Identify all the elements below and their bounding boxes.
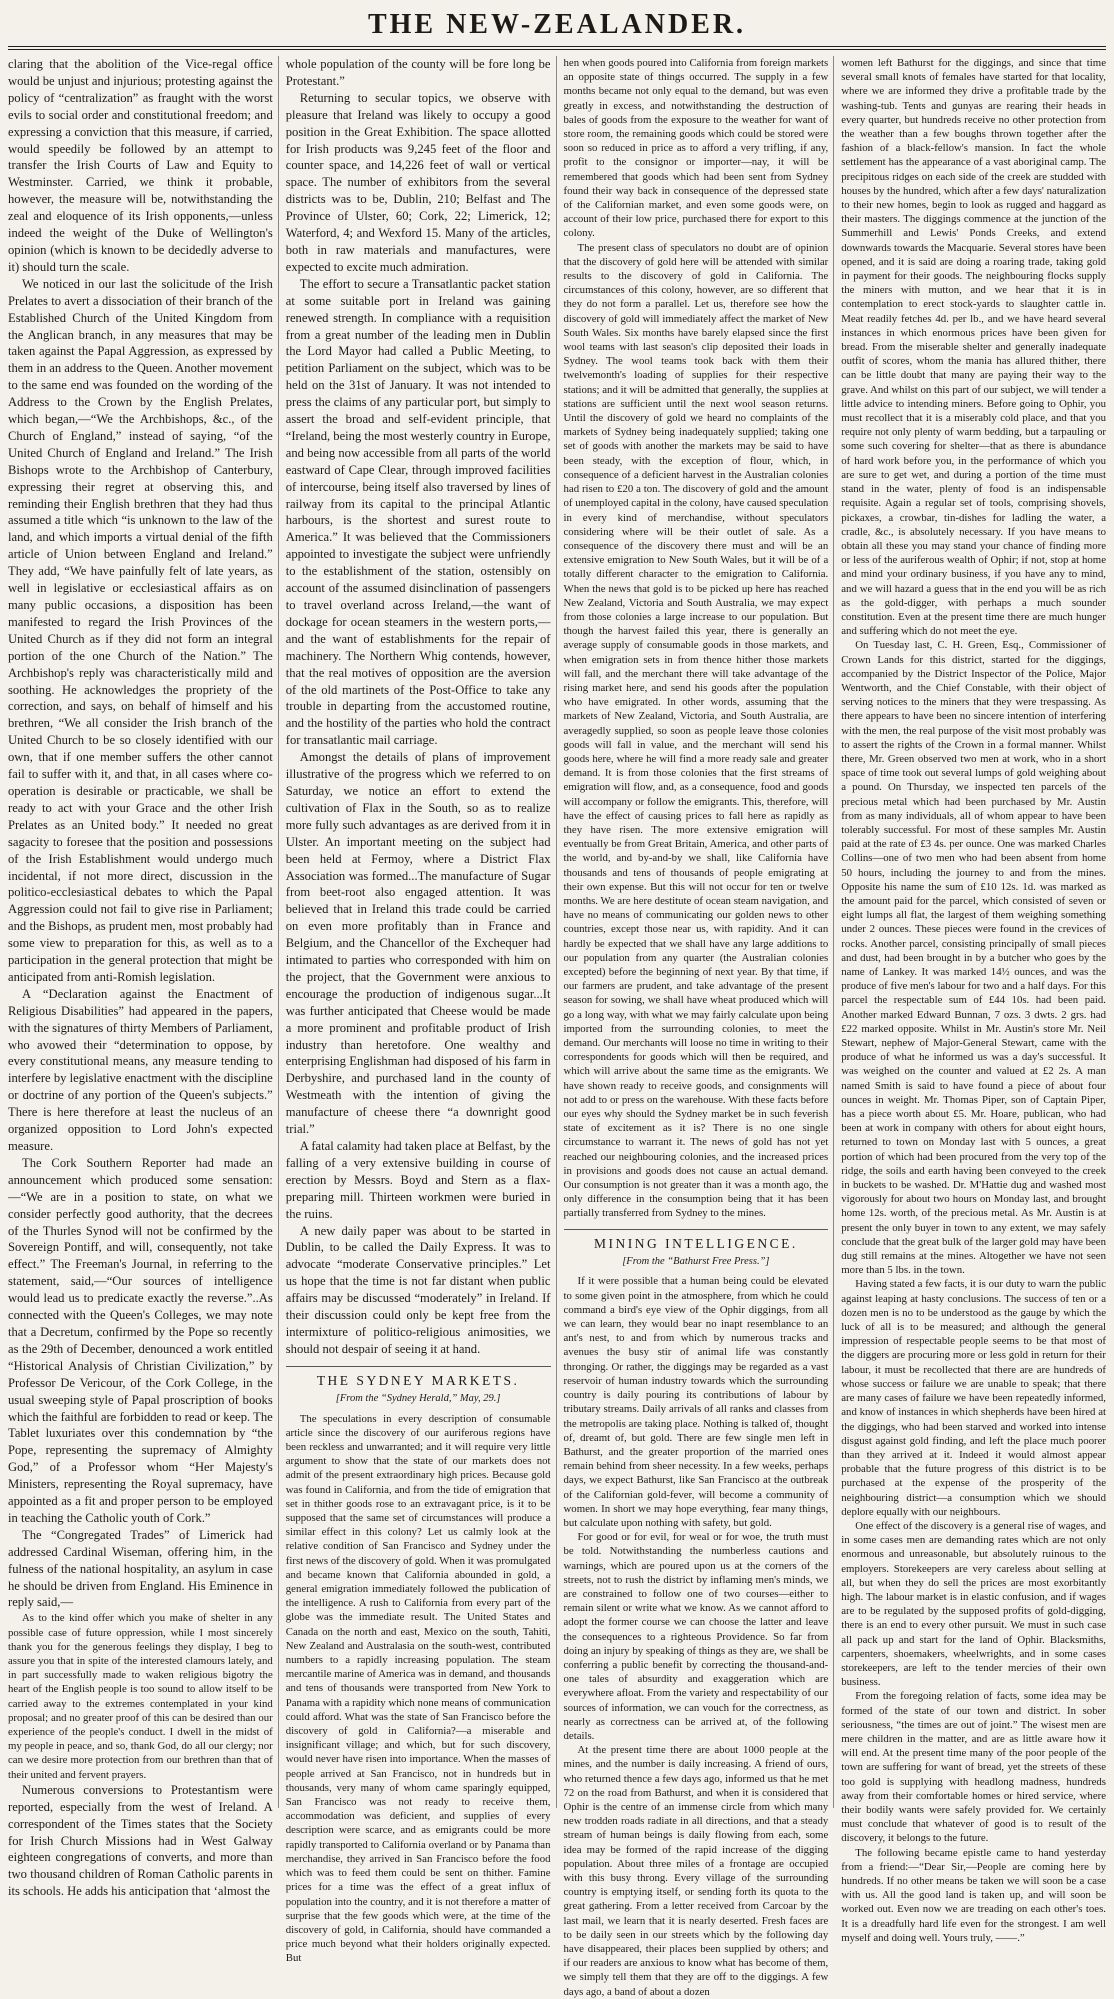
article-paragraph: women left Bathurst for the diggings, and since that time several small knots of females have started for that locality, where we are informed they drive a profitable trade by the washing-tub. Tents and gunyas are rearing their heads in every quarter, but hundreds receive no other protection from the weather than a few boughs thrown together after the fashion of a black-fellow's mansion. In fact the whole settlement has the appearance of a vast aboriginal camp. The precipitous ridges on each side of the creek are studded with houses by the hundred, which after a few days' naturalization to their new homes, begin to look as rugged and haggard as their masters. The diggings commence at the junction of the Summerhill and Lewis' Ponds Creeks, and extend downwards towards the Macquarie. Several stores have been opened, and it is said are doing a roaring trade, taking gold in payment for their goods. The neighbouring flocks supply the miners with mutton, and we hear that it is in contemplation to erect stock-yards to slaughter cattle in. Meat readily fetches 4d. per lb., and we have heard several instances in which enormous prices have been given for bread. From the miserable shelter and generally inadequate outfit of scores, whom the mania has allured thither, there can be little doubt that many are paying their way to the grave. And whilst on this part of our subject, we will tender a little advice to intending miners. Before going to Ophir, you must recollect that it is a miserably cold place, and that you require not only plenty of warm bedding, but a tarpauling or some such covering for shelter—that as there is abundance of hard work before you, in the performance of which you are sure to get wet, and during a portion of the time must stand in the water, plenty of food is an indispensable requisite. Again a regular set of tools, comprising shovels, pickaxes, a crowbar, tin-dishes for ladling the water, a cradle, &c., is absolutely necessary. If you have means to obtain all these you may stand your chance of finding more or less of the auriferous wealth of Ophir; if not, stop at home and mind your ordinary business, if you have any to mind, and we will hazard a guess that in the end you will be as rich as the gold-digger, with perhaps a much sounder constitution. Even at the present time there are much hunger and suffering which do not meet the eye. (841, 57, 1106, 638)
article-paragraph: We noticed in our last the solicitude of the Irish Prelates to avert a dissociation of their branch of the Established Church of the United Kingdom from the Anglican branch, in any measures that may be taken against the Papal Aggression, as expressed by them in an address to the Queen. Another movement to the same end was founded on the wording of the Address to the Crown by the English Prelates, which began,—“We the Archbishops, &c., of the Church of England,” instead of saying, “of the United Church of England and Ireland.” The Irish Bishops wrote to the Archbishop of Canterbury, expressing their regret at observing this, and reminding their English brethren that they had thus assumed a title which “is unknown to the law of the land, and which imports a virtual denial of the fifth article of Union between England and Ireland.” They add, “We have painfully felt of late years, as well in legislative or ecclesiastical affairs as on many public occasions, a disposition has been manifested to regard the Irish Provinces of the United Church as if they did not form an integral portion of the one Church of the Nation.” The Archbishop's reply was characteristically mild and soothing. He acknowledges the propriety of the correction, and says, on behalf of himself and his brethren, “We all consider the Irish branch of the United Church to be so closely identified with our own, that if one member suffers the other cannot fail to suffer with it, and that, in all cases where co-operation is desirable or practicable, we shall be ready to act with your Grace and the other Irish Prelates as an United body.” It needed no great sagacity to foresee that the position and possessions of the Irish Establishment would undergo much incidental, if not more direct, discussion in the politico-ecclesiastical debates to which the Papal Aggression could not fail to give rise in Parliament; and the Bishops, as prudent men, most probably had some view to preparation for this, as well as to a participation in the general protection that might be anticipated from anti-Romish legislation. (8, 276, 273, 984)
masthead-title: THE NEW-ZEALANDER. (367, 9, 747, 40)
section-source: [From the “Sydney Herald,” May, 29.] (335, 1392, 501, 1404)
masthead-rule (8, 46, 1106, 47)
article-paragraph: A “Declaration against the Enactment of Religious Disabilities” had appeared in the papers, with the signatures of thirty Members of Parliament, who avowed their “determination to oppose, by every constitutional means, any measure tending to interfere by legislative enactment with the discipline or doctrine of any portion of the Queen's subjects.” There is here therefore at least the nucleus of an organized opposition to Lord John's expected measure. (8, 986, 273, 1153)
column-1 (8, 56, 273, 1899)
article-paragraph: Numerous conversions to Protestantism were reported, especially from the west of Ireland. A correspondent of the Times states that the Society for Irish Church Missions had in West Galway eighteen congregations of converts, and more than two thousand children of Roman Catholic parents in its schools. He adds his anticipation that ‘almost the (8, 1782, 273, 1899)
article-paragraph: From the foregoing relation of facts, some idea may be formed of the state of our town and district. In sober seriousness, “the times are out of joint.” The wisest men are mere children in the matter, and are as little aware how it will end. At the present time many of the poor people of the town are suffering for want of bread, yet the streets of these too gold is supplying with headlong madness, hundreds away from their comfortable homes or hired service, where their bodily wants were safely provided for. We certainly must conclude that whatever of good is to result of the discovery, it belongs to the future. (841, 1690, 1106, 1845)
article-paragraph: whole population of the county will be fore long be Protestant.” (285, 57, 551, 88)
masthead (0, 0, 1114, 46)
quoted-letter: As to the kind offer which you make of shelter in any possible case of future oppression, while I most sincerely thank you for the generous feelings they display, I beg to assure you that in spite of the interested clamours lately, and in part successfully made to waken religious bigotry the heart of the English people is too sound to allow itself to be carried away to the extremes contemplated in your kind proposal; and no greater proof of this can be desired than our experience of the people's conduct. I dwell in the midst of my people in peace, and so, thank God, do all our clergy; nor can we desire more protection from our brethren than that of their united and fervent prayers. (8, 1612, 273, 1781)
article-paragraph: At the present time there are about 1000 people at the mines, and the number is daily increasing. A friend of ours, who returned thence a few days ago, informed us that he met 72 on the road from Bathurst, and when it is considered that Ophir is the centre of an immense circle from which many new trodden roads radiate in all directions, and that a steady stream of human beings is daily flowing from each, some idea may be formed of the rapid increase of the digging population. About three miles of a frontage are occupied with this busy throng. Every village of the surrounding country is emptying itself, or sending forth its quota to the great gathering. From a letter received from Carcoar by the last mail, we learn that it is nearly deserted. Fresh faces are to be daily seen in our streets which by the following day have disappeared, their places been supplied by others; and if our readers are anxious to know what has become of them, we simply tell them that they are off to the diggings. A few days ago, a band of about a dozen (563, 1744, 829, 1998)
article-paragraph: The “Congregated Trades” of Limerick had addressed Cardinal Wiseman, offering him, in the fulness of the national hospitality, an asylum in case he should be driven from England. His Eminence in reply said,— (8, 1527, 273, 1610)
article-paragraph: The following became epistle came to hand yesterday from a friend:—“Dear Sir,—People are coming here by hundreds. If no other means be taken we will soon be a case with us. All the good land is taken up, and will soon be worked out. Even now we are treading on each other's toes. It is a dreadfully hard life even for the strongest. I am well myself and doing well. Yours truly, ——.” (841, 1846, 1106, 1944)
article-paragraph: The effort to secure a Transatlantic packet station at some suitable port in Ireland was gaining renewed strength. In compliance with a requisition from a great number of the leading men in Dublin the Lord Mayor had called a Public Meeting, to petition Parliament on the subject, which was to be held on the 31st of January. It was not intended to press the claims of any particular port, but simply to assert the broad and self-evident principle, that “Ireland, being the most westerly country in Europe, and being now accessible from all parts of the world eastward of Cape Clear, through improved facilities of intercourse, being itself also traversed by lines of railway from its capital to the principal Atlantic harbours, is the shortest and surest route to America.” It was believed that the Commissioners appointed to investigate the subject were unfriendly to the establishment of the station, ostensibly on account of the assumed disinclination of passengers to travel overland across Ireland,—the want of dockage for ocean steamers in the western ports,—and the want of establishments for the repair of machinery. The Northern Whig contends, however, that the real motives of opposition are the aversion of the old martinets of the Post-Office to take any trouble in departing from the accustomed routine, and the hostility of the parties who hold the contract for transatlantic mail carriage. (285, 276, 551, 748)
section-heading-sydney-markets: THE SYDNEY MARKETS. (286, 1366, 551, 1390)
article-paragraph: claring that the abolition of the Vice-regal office would be unjust and injurious; protesting against the policy of “centralization” as fraught with the worst evils to social order and constitutional freedom; and expressing a conviction that this measure, if carried, would speedily be followed by an attempt to transfer the Irish Courts of Law and Equity to Westminster. Carried, we think it probable, however, the measure will be, notwithstanding the zeal and eloquence of its Irish opponents,—unless indeed the weight of the Duke of Wellington's opinion (which is known to be decidedly adverse to it) should turn the scale. (8, 57, 273, 274)
article-paragraph: For good or for evil, for weal or for woe, the truth must be told. Notwithstanding the numberless cautions and warnings, which are poured upon us at the corners of the streets, not to rush the district by inflaming men's minds, we are constrained to follow one of two courses—either to remain silent or write what we know. As we cannot afford to adopt the former course we can choose the latter and leave the consequences to a righteous Providence. So far from doing an injury by speaking of things as they are, we shall be conferring a public benefit by correcting the thousand-and-one tales of absurdity and exaggeration which are everywhere afloat. From the variety and respectability of our sources of information, we can vouch for the correctness, as nearly as correctness can be arrived at, of the following details. (563, 1531, 829, 1742)
article-paragraph: Returning to secular topics, we observe with pleasure that Ireland was likely to occupy a good position in the Great Exhibition. The space allotted for Irish products was 9,245 feet of the floor and counter space, and 14,226 feet of wall or vertical space. The number of exhibitors from the several districts was to be, Dublin, 210; Belfast and The Province of Ulster, 60; Cork, 22; Limerick, 12; Waterford, 4; and Wexford 15. Many of the articles, both in raw materials and manufactures, were expected to excite much admiration. (285, 90, 551, 274)
article-paragraph: The present class of speculators no doubt are of opinion that the discovery of gold here will be attended with similar results to the discovery of gold in California. The circumstances of this colony, however, are so different that they do not form a parallel. Let us, therefore see how the discovery of gold will immediately affect the market of New South Wales. Six months have barely elapsed since the first wool teams with last season's clip deposited their loads in Sydney. The wool teams took back with them their twelvemonth's loading of supplies for their respective stations; and it will be admitted that generally, the supplies at stations are sufficient until the next wool season returns. Until the discovery of gold we heard no complaints of the markets of Sydney being inadequately supplied; taking one set of goods with another the markets may be said to have been steady, with the exception of flour, which, in consequence of a deficient harvest in the Australian colonies had risen to £20 a ton. The discovery of gold and the amount of unemployed capital in the colony, have caused speculation in every kind of merchandise, without speculators considering where will be their outlet of sale. As a consequence of the discovery there must and will be an extensive emigration to New South Wales, but it will be of a totally different character to the emigration to California. When the news that gold is to be picked up here has reached New Zealand, Victoria and South Australia, we may expect from those colonies a large increase to our population. But though the harvest failed this year, there is generally an average supply of consumable goods in those markets, and when emigration sets in from thence hither those markets will fall, and the merchant there will take advantage of the rising market here, and send his goods after the population who have emigrated. In other words, assuming that the markets of New Zealand, Victoria, and South Australia, are averagedly supplied, so soon as people leave those colonies goods will fall in value, and the merchant will send his goods here, where he will find a more ready sale and greater demand. It is from those colonies that the first streams of emigration will flow, and, as a consequence, food and goods will accompany or follow the emigrants. This, therefore, will have the effect of causing prices to fall here as rapidly as they have risen. The more extensive emigration will eventually be from Great Britain, America, and other parts of the world, and by-and-by we shall, like California have thousands and tens of thousands of people emigrating at their own expense. But this will not occur for ten or twelve months. We are here destitute of ocean steam navigation, and have no means of communicating our golden news to other countries, except those near us, with rapidity. And it can hardly be expected that we shall have any large additions to our population from any quarter (the Australian colonies excepted) before the beginning of next year. By that time, if our farmers are prudent, and take advantage of the present season for sowing, we shall have wheat produced which will go a long way, with what we may fairly calculate upon being imported from the surrounding colonies, to meet the demand. Our merchants will loose no time in writing to their correspondents for goods which will then be required, and which will arrive about the same time as the emigrants. We have shown ready to receive goods, and consignments will not add to or press on the warehouse. With these facts before our eyes why should the Sydney market be in such feverish state of excitement as it is? There is no one single circumstance to warrant it. The news of gold has not yet reached our neighbouring colonies, and the increased prices in provisions and goods does not cause an actual demand. Our consumption is not greater than it was a month ago, the only difference in the consumption being that it has been partially transferred from Sydney to the mines. (563, 241, 829, 1220)
section-heading-mining-intelligence: MINING INTELLIGENCE. (564, 1229, 829, 1253)
article-paragraph: A fatal calamity had taken place at Belfast, by the falling of a very extensive building in course of erection by Messrs. Boyd and Stern as a flax-preparing mill. Thirteen workmen were buried in the ruins. (285, 1139, 551, 1221)
article-paragraph: The speculations in every description of consumable article since the discovery of our auriferous regions have been reckless and unwarranted; and it will require very little argument to show that the state of our markets does not admit of the present extraordinary high prices. Because gold was found in California, and from the tide of emigration that set in thither goods rose to an extravagant price, is it to be supposed that the same set of circumstances will produce a similar effect in this colony? Let us calmly look at the relative condition of San Francisco and Sydney under the first news of the discovery of gold. When it was promulgated and became known that California abounded in gold, a general emigration immediately followed the publication of the intelligence. A rush to California from every part of the globe was the immediate result. The United States and Canada on the north and east, Mexico on the south, Tahiti, New Zealand and Australasia on the south-west, contributed numbers to a rapidly increasing population. The steam mercantile marine of America was in demand, and thousands and tens of thousands were transported from New York to Panama with a rapidity which none means of communication could afford. What was the state of San Francisco before the discovery of gold in California?—a miserable and insignificant village; and which, but for such discovery, would never have risen into importance. When the masses of people arrived at San Francisco, not in hundreds but in thousands, very many of whom came sparingly equipped, San Francisco was not ready to receive them, accommodation was deficient, and supplies of every description were scarce, and as emigrants could be more rapidly transported to California overland or by Panama than merchandise, they arrived in San Francisco before the food which was to feed them could be sent on thither. Famine prices for a time was the effect of a great influx of population into the country, and it is not therefore a matter of surprise that the few goods which were, at the time of the discovery of gold, in California, should have commanded a price much beyond what their holders originally expected. But (285, 1412, 551, 1965)
section-source: [From the “Bathurst Free Press.”] (622, 1255, 770, 1267)
article-paragraph: Amongst the details of plans of improvement illustrative of the progress which we referred to on Saturday, we notice an effort to extend the cultivation of Flax in the South, so as to realize more fully such advantages as are derived from it in Ulster. An important meeting on the subject had been held at Fermoy, where a District Flax Association was formed...The manufacture of Sugar from beet-root also engaged attention. It was believed that in Ireland this trade could be carried on even more profitably than in France and Belgium, and the Chancellor of the Exchequer had intimated to parties who corresponded with him on the project, that the Government were anxious to encourage the production of indigenous sugar...It was further anticipated that Cheese would be made a more prominent and profitable product of Irish industry than heretofore. One wealthy and enterprising Englishman had disposed of his farm in Derbyshire, and purchased land in the county of Westmeath with the intention of giving the manufacture of cheese there “a downright good trial.” (285, 750, 551, 1137)
article-paragraph: One effect of the discovery is a general rise of wages, and in some cases men are demanding rates which are not only enormous and unreasonable, but absolutely ruinous to the employers. Storekeepers are very careless about selling at all, but when they do sell the prices are most exorbitantly high. The labour market is in elastic confusion, and if wages are to be regulated by the supposed profits of gold-digging, there is an end to every other pursuit. We must in such case all pack up and start for the land of Ophir. Blacksmiths, carpenters, shoemakers, wheelwrights, and in some cases storekeepers, are left to the tender mercies of their own business. (841, 1519, 1106, 1689)
article-paragraph: The Cork Southern Reporter had made an announcement which produced some sensation:—“We are in a position to state, on what we consider perfectly good authority, that the decrees of the Thurles Synod will not be confirmed by the Sovereign Pontiff, and will, consequently, not take effect.” The Freeman's Journal, in referring to the statement, said,—“Our sources of intelligence would lead us to predicate exactly the reverse.”..As connected with the Queen's Colleges, we may note that a Decretum, confirmed by the Pope so recently as the 29th of December, denounced a work entitled “Historical Analysis of Christian Civilization,” by Professor De Vericour, of the Cork College, in the usual sweeping style of Papal proscription of books which the faithful are forbidden to read or keep. The Tablet luxuriates over this condemnation by “the Pope, representing the supremacy of Almighty God,” of a Professor whom “Her Majesty's Ministers, representing the Royal supremacy, have appointed as a fit and proper person to be employed in teaching the Catholic youth of Cork.” (8, 1155, 273, 1525)
article-paragraph: On Tuesday last, C. H. Green, Esq., Commissioner of Crown Lands for this district, started for the diggings, accompanied by the District Inspector of the Police, Major Wentworth, and the Chief Constable, with their object of serving notices to the miners that they were trespassing. As there appears to have been no sincere intention of interfering with the men, the real purpose of the visit most probably was to assert the rights of the Crown in a formal manner. Whilst there, Mr. Green observed two men at work, who in a short space of time took out several lumps of gold weighing about a pound. On Thursday, we inspected ten parcels of the precious metal which had been purchased by Mr. Austin from as many individuals, all of whom appear to have been tolerably successful. For most of these samples Mr. Austin paid at the rate of £3 4s. per ounce. One was marked Charles Collins—one of two men who had been absent from home 50 hours, including the journey to and from the mines. Opposite his name the sum of £10 12s. 1d. was marked as the amount paid for the parcel, which consisted of seven or eight lumps all flat, the largest of them weighing something under 2 ounces. These pieces were found in the crevices of rocks. Another parcel, consisting principally of small pieces and dust, had been brought in by a butcher who goes by the name of Lankey. It was marked 14½ ounces, and was the produce of five men's labour for two and a half days. For this parcel the respectable sum of £44 10s. had been paid. Another marked Edward Bunnan, 7 ozs. 3 dwts. 2 grs. had £22 marked opposite. Whilst in Mr. Austin's store Mr. Neil Stewart, nephew of Major-General Stewart, came with the produce of what he informed us was a day's successful. It was weighed on the counter and valued at £2 2s. A man named Smith is said to have found a piece of about four ounces in weight. Mr. Thomas Piper, son of Captain Piper, has a piece worth about £5. Mr. Hoare, publican, who had been at work in company with others for about eight hours, returned to town on Monday last with 5 ounces, a great portion of which had been procured from the very top of the ridge, the soils and earth having been conveyed to the creek in buckets to be washed. Dr. M'Hattie dug and washed most vigorously for about two hours on Monday last, and brought home 12s. worth, of the precious metal. As Mr. Austin is at present the only buyer in town to any extent, we may safely conclude that the great bulk of the larger gold may have been dug still remains at the mines. Altogether we have not seen more than 5 lbs. in the town. (841, 639, 1106, 1277)
article-paragraph: If it were possible that a human being could be elevated to some given point in the atmosphere, from which he could command a bird's eye view of the Ophir diggings, from all we can learn, they would bear no inapt resemblance to an ant's nest, to and from which by numerous tracks and avenues the busy stir of animal life was constantly thronging. Or rather, the diggings may be regarded as a vast reservoir of human industry towards which the surrounding country is daily pouring its contributions of labour by tributary streams. Daily arrivals of all ranks and classes from the metropolis are taking place. Nothing is talked of, thought of, dreamt of, but gold. There are few single men left in Bathurst, and the greater proportion of the married ones remain behind from sheer necessity. In a few weeks, perhaps days, we expect Bathurst, like San Francisco at the outbreak of the Californian gold-fever, will become a community of women. In short we may hope everything, fear many things, but calculate upon nothing with safety, but gold. (563, 1275, 829, 1529)
article-paragraph: hen when goods poured into California from foreign markets an opposite state of things occurred. The supply in a few months became not only equal to the demand, but was even greatly in excess, and notwithstanding the destruction of bales of goods from the exposure to the weather for want of store room, the remaining goods which could be stored were soon so reduced in price as to afford a very trifling, if any, profit to the consignor or importer—nay, it will be remembered that goods which had been sent from Sydney found their way back in consequence of the depressed state of the Californian market, and even some goods were, on account of their low price, purchased there for export to this colony. (563, 57, 829, 240)
article-columns (8, 56, 1106, 1998)
column-4 (833, 56, 1106, 1944)
column-3 (556, 56, 829, 1998)
article-paragraph: Having stated a few facts, it is our duty to warn the public against leaping at hasty conclusions. The success of ten or a dozen men is no to be understood as the gauge by which the luck of all is to be measured; and although the general impression of respectable people seems to be that most of the diggers are procuring more or less gold in return for their labour, it must be recollected that there are are hundreds of whose success or failure we are unable to speak; that there are many cases of failure we have been repeatedly informed, and know of instances in which shepherds have been hired at the diggings, who had been starved and worked into intense disgust against gold finding, and left the place much poorer than they arrived at it. Indeed it would almost appear probable that the future progress of this district is to be purchased at the expense of the prosperity of the neighbouring district—a consumption which we should deplore equally with our neighbours. (841, 1278, 1106, 1518)
masthead-rule-double (8, 49, 1106, 50)
article-paragraph: A new daily paper was about to be started in Dublin, to be called the Daily Express. It was to advocate “moderate Conservative principles.” Let us hope that the time is not far distant when public affairs may be discussed “moderately” in Ireland. If their discussion could only be kept free from the intermixture of politico-religious animosities, we should not despair of seeing it at hand. (285, 1223, 551, 1356)
column-2 (278, 56, 551, 1965)
